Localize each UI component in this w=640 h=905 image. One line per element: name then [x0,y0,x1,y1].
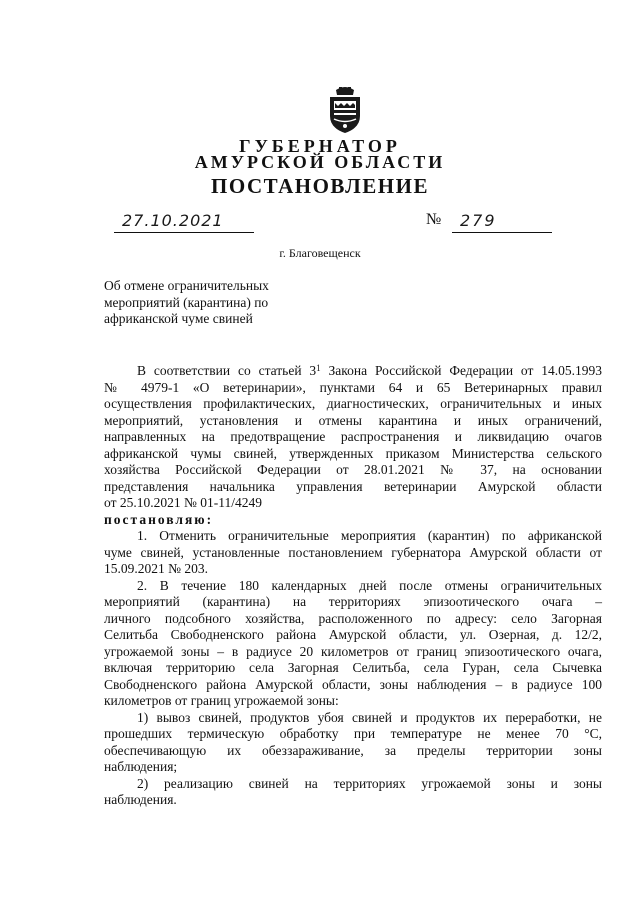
handwritten-number: 279 [460,211,497,230]
paragraph-subitem-1-line: 1) вывоз свиней, продуктов убоя свиней и продуктов их переработки, не [137,709,602,725]
header-governor: ГУБЕРНАТОР [239,136,401,156]
paragraph-item-1-line: чуме свиней, установленные постановлением губернатора Амурской области от [104,544,602,560]
number-underline [452,232,552,233]
paragraph-preamble-line: представления начальника управления ветеринарии Амурской области [104,478,602,494]
paragraph-preamble-line: № 4979-1 «О ветеринарии», пунктами 64 и 65 Ветеринарных правил [104,379,602,395]
amur-region-coat-of-arms-icon [326,86,364,134]
handwritten-date: 27.10.2021 [122,211,224,230]
superscript: 1 [316,363,321,373]
subject-line: африканской чуме свиней [104,311,253,326]
paragraph-preamble-line: хозяйства Российской Федерации от 28.01.2021 № 37, на основании [104,462,602,477]
paragraph-preamble-line: В соответствии со статьей $3^1$ Закона Российской Федерации от 14.05.1993 [137,363,603,378]
paragraph-item-2-line: 2. В течение 180 календарных дней после отмены ограничительных [137,577,602,593]
paragraph-subitem-2-line: 2) реализацию свиней на территориях угрожаемой зоны и зоны [137,775,602,791]
paragraph-item-2-line: Свободненского района Амурской области, зоны наблюдения – в радиусе 100 [104,676,602,692]
subject-line: Об отмене ограничительных [104,278,269,293]
paragraph-preamble-line: осуществления профилактических, диагностических, ограничительных и иных [104,396,602,411]
paragraph-subitem-1-line: прошедших термическую обработку при температуре не менее 70 °С, [104,726,602,741]
date-field [114,207,254,235]
paragraph-subitem-1-line: обеспечивающую их обеззараживание, за пределы территории зоны [104,742,602,758]
paragraph-preamble-line: направленных на предотвращение распространения и ликвидацию очагов [104,429,602,444]
paragraph-preamble-line: от 25.10.2021 № 01-11/4249 [104,495,262,510]
paragraph-subitem-1-line: наблюдения; [104,759,178,774]
paragraph-preamble-line: мероприятий, установления и отмены карантина и иных ограничений, [104,412,602,428]
document-type-title: ПОСТАНОВЛЕНИЕ [211,174,429,198]
subject-line: мероприятий (карантина) по [104,294,269,310]
paragraph-preamble-line: африканской чумы свиней, утвержденных приказом Министерства сельского [104,445,602,461]
city-name: г. Благовещенск [279,246,361,260]
paragraph-item-2-line: включая территорию села Загорная Селитьба, села Гуран, села Сычевка [104,660,602,675]
paragraph-item-2-line: личного подсобного хозяйства, расположенного по адресу: село Загорная [104,610,602,626]
paragraph-item-2-line: километров от границ угрожаемой зоны: [104,693,339,708]
paragraph-subitem-2-line: наблюдения. [104,792,177,807]
subject-title [104,278,304,328]
paragraph-item-2-line: угрожаемой зоны – в радиусе 20 километров от границ эпизоотического очага, [104,643,602,659]
paragraph-item-2-line: Селитьба Свободненского района Амурской области, ул. Озерная, д. 12/2, [104,627,602,642]
date-underline [114,232,254,233]
paragraph-item-1-line: 1. Отменить ограничительные мероприятия (карантин) по африканской [137,528,602,543]
number-sign: № [426,211,442,228]
paragraph-item-1-line: 15.09.2021 № 203. [104,561,209,576]
paragraph-item-2-line: мероприятий (карантина) на территориях эпизоотического очага – [104,594,602,609]
decree-word: постановляю: [104,511,214,527]
header-region: АМУРСКОЙ ОБЛАСТИ [194,152,446,172]
document-body [104,363,602,809]
number-field [418,207,553,235]
